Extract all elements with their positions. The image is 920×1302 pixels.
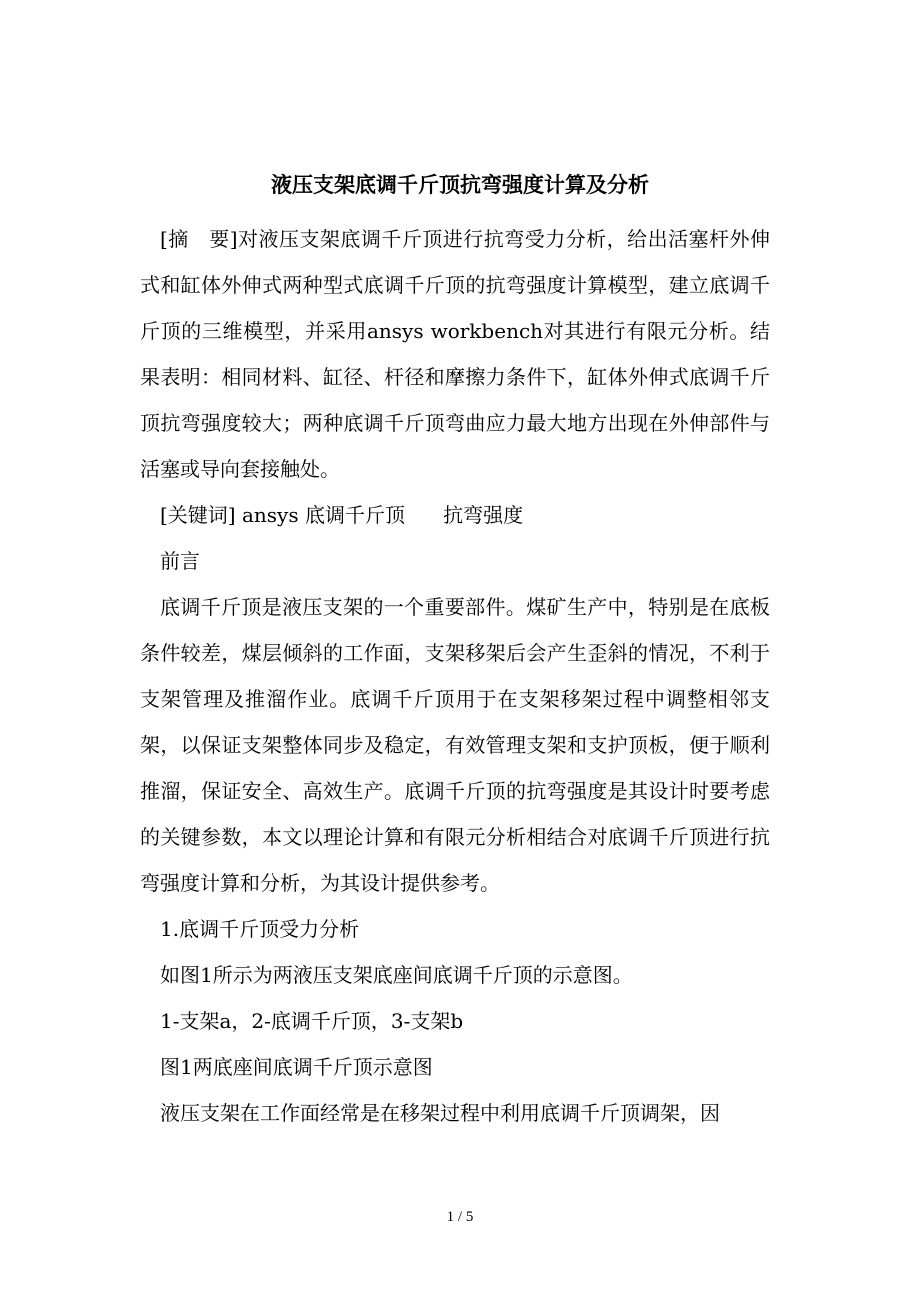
figure-1-intro: 如图1所示为两液压支架底座间底调千斤顶的示意图。 [160,963,633,987]
intro-paragraph: 底调千斤顶是液压支架的一个重要部件。煤矿生产中，特别是在底板条件较差，煤层倾斜的工作面，支架移架后会产生歪斜的情况，不利于支架管理及推溜作业。底调千斤顶用于在支架移架过程中调整相邻支架，以保证支架整体同步及稳定，有效管理支架和支护顶板，便于顺利推溜，保证安全、高效生产。底调千斤顶的抗弯强度是其设计时要考虑的关键参数，本文以理论计算和有限元分析相结合对底调千斤顶进行抗弯强度计算和分析，为其设计提供参考。 [140,595,770,895]
figure-1-caption: 图1两底座间底调千斤顶示意图 [160,1055,433,1079]
preface-heading: 前言 [160,549,200,573]
document-title: 液压支架底调千斤顶抗弯强度计算及分析 [271,172,649,197]
abstract-paragraph: [摘 要]对液压支架底调千斤顶进行抗弯受力分析，给出活塞杆外伸式和缸体外伸式两种型式底调千斤顶的抗弯强度计算模型，建立底调千斤顶的三维模型，并采用ansys workbench对其进行有限元分析。结果表明：相同材料、缸径、杆径和摩擦力条件下，缸体外伸式底调千斤顶抗弯强度较大；两种底调千斤顶弯曲应力最大地方出现在外伸部件与活塞或导向套接触处。 [140,227,770,481]
document-body [140,216,770,1136]
last-paragraph: 液压支架在工作面经常是在移架过程中利用底调千斤顶调架，因 [160,1101,720,1125]
figure-1-legend: 1-支架a，2-底调千斤顶，3-支架b [160,1009,464,1033]
page-number: 1 / 5 [446,1209,474,1225]
section-1-heading: 1.底调千斤顶受力分析 [160,917,360,941]
keywords-paragraph: [关键词] ansys 底调千斤顶 抗弯强度 [160,503,524,527]
